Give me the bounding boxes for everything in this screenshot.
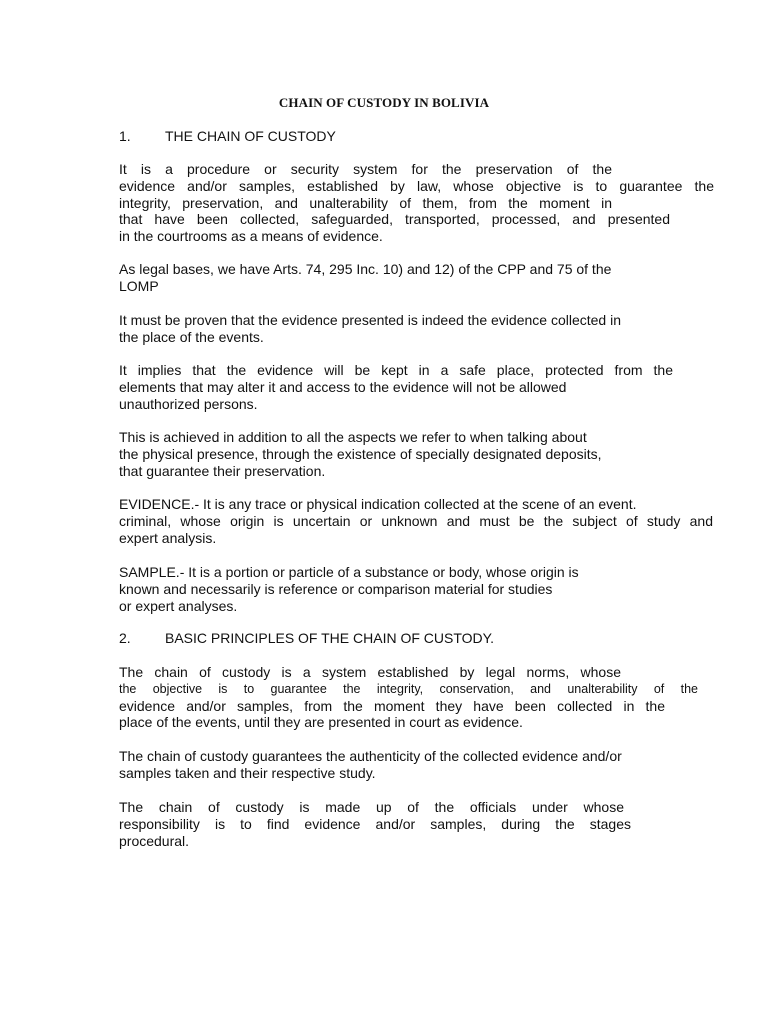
- paragraph-sample-definition: [119, 564, 579, 614]
- paragraph-10-line-2: responsibility is to find evidence and/or samples, during the stages: [119, 815, 631, 832]
- paragraph-1-line-5: in the courtrooms as a means of evidence.: [119, 228, 383, 245]
- paragraph-6-line-1: EVIDENCE.- It is any trace or physical indication collected at the scene of an event.: [119, 496, 637, 512]
- paragraph-3-line-1: It must be proven that the evidence presented is indeed the evidence collected in: [119, 312, 621, 328]
- section-1-title: THE CHAIN OF CUSTODY: [165, 128, 336, 144]
- paragraph-2-line-2: LOMP: [119, 277, 159, 294]
- paragraph-9-line-1: The chain of custody guarantees the authenticity of the collected evidence and/or: [119, 748, 622, 764]
- paragraph-6-line-3: expert analysis.: [119, 529, 217, 546]
- paragraph-5-line-3: that guarantee their preservation.: [119, 462, 326, 479]
- document-title: CHAIN OF CUSTODY IN BOLIVIA: [278, 95, 490, 110]
- section-1-heading: [119, 128, 336, 145]
- paragraph-1-line-4: that have been collected, safeguarded, transported, processed, and presented: [119, 211, 670, 228]
- paragraph-8-line-1: The chain of custody is a system established by legal norms, whose: [119, 664, 621, 680]
- section-1-number: 1.: [119, 128, 131, 144]
- paragraph-9-line-2: samples taken and their respective study.: [119, 764, 376, 781]
- paragraph-4-line-1: It implies that the evidence will be kept in a safe place, protected from the: [119, 362, 673, 378]
- paragraph-10: [119, 799, 631, 849]
- paragraph-4: [119, 362, 673, 412]
- paragraph-1-line-1: It is a procedure or security system for the preservation of the: [119, 161, 612, 177]
- paragraph-1-line-2: evidence and/or samples, established by law, whose objective is to guarantee the: [119, 177, 714, 194]
- paragraph-1-line-3: integrity, preservation, and unalterability of them, from the moment in: [119, 194, 612, 211]
- paragraph-7-line-1: SAMPLE.- It is a portion or particle of a substance or body, whose origin is: [119, 564, 579, 580]
- paragraph-6-line-2: criminal, whose origin is uncertain or unknown and must be the subject of study and: [119, 512, 713, 529]
- paragraph-7-line-2: known and necessarily is reference or comparison material for studies: [119, 580, 553, 597]
- paragraph-8-line-3: evidence and/or samples, from the moment they have been collected in the: [119, 697, 665, 714]
- section-2-number: 2.: [119, 630, 131, 646]
- paragraph-3: [119, 312, 621, 346]
- paragraph-2-line-1: As legal bases, we have Arts. 74, 295 Inc. 10) and 12) of the CPP and 75 of the: [119, 261, 612, 277]
- paragraph-4-line-3: unauthorized persons.: [119, 395, 258, 412]
- section-2-title: BASIC PRINCIPLES OF THE CHAIN OF CUSTODY.: [165, 630, 495, 646]
- paragraph-2: [119, 261, 611, 295]
- paragraph-5: [119, 429, 602, 479]
- paragraph-1: [119, 161, 714, 245]
- paragraph-evidence-definition: [119, 496, 713, 546]
- paragraph-5-line-2: the physical presence, through the existence of specially designated deposits,: [119, 445, 602, 462]
- paragraph-5-line-1: This is achieved in addition to all the aspects we refer to when talking about: [119, 429, 587, 445]
- paragraph-8-line-4: place of the events, until they are presented in court as evidence.: [119, 714, 523, 731]
- paragraph-9: [119, 748, 622, 782]
- paragraph-8-line-2: the objective is to guarantee the integrity, conservation, and unalterability of the: [119, 681, 698, 696]
- paragraph-8: [119, 664, 698, 731]
- paragraph-7-line-3: or expert analyses.: [119, 597, 238, 614]
- paragraph-10-line-3: procedural.: [119, 832, 190, 849]
- paragraph-10-line-1: The chain of custody is made up of the officials under whose: [119, 799, 624, 815]
- paragraph-3-line-2: the place of the events.: [119, 328, 264, 345]
- paragraph-4-line-2: elements that may alter it and access to the evidence will not be allowed: [119, 378, 567, 395]
- section-2-heading: [119, 630, 494, 647]
